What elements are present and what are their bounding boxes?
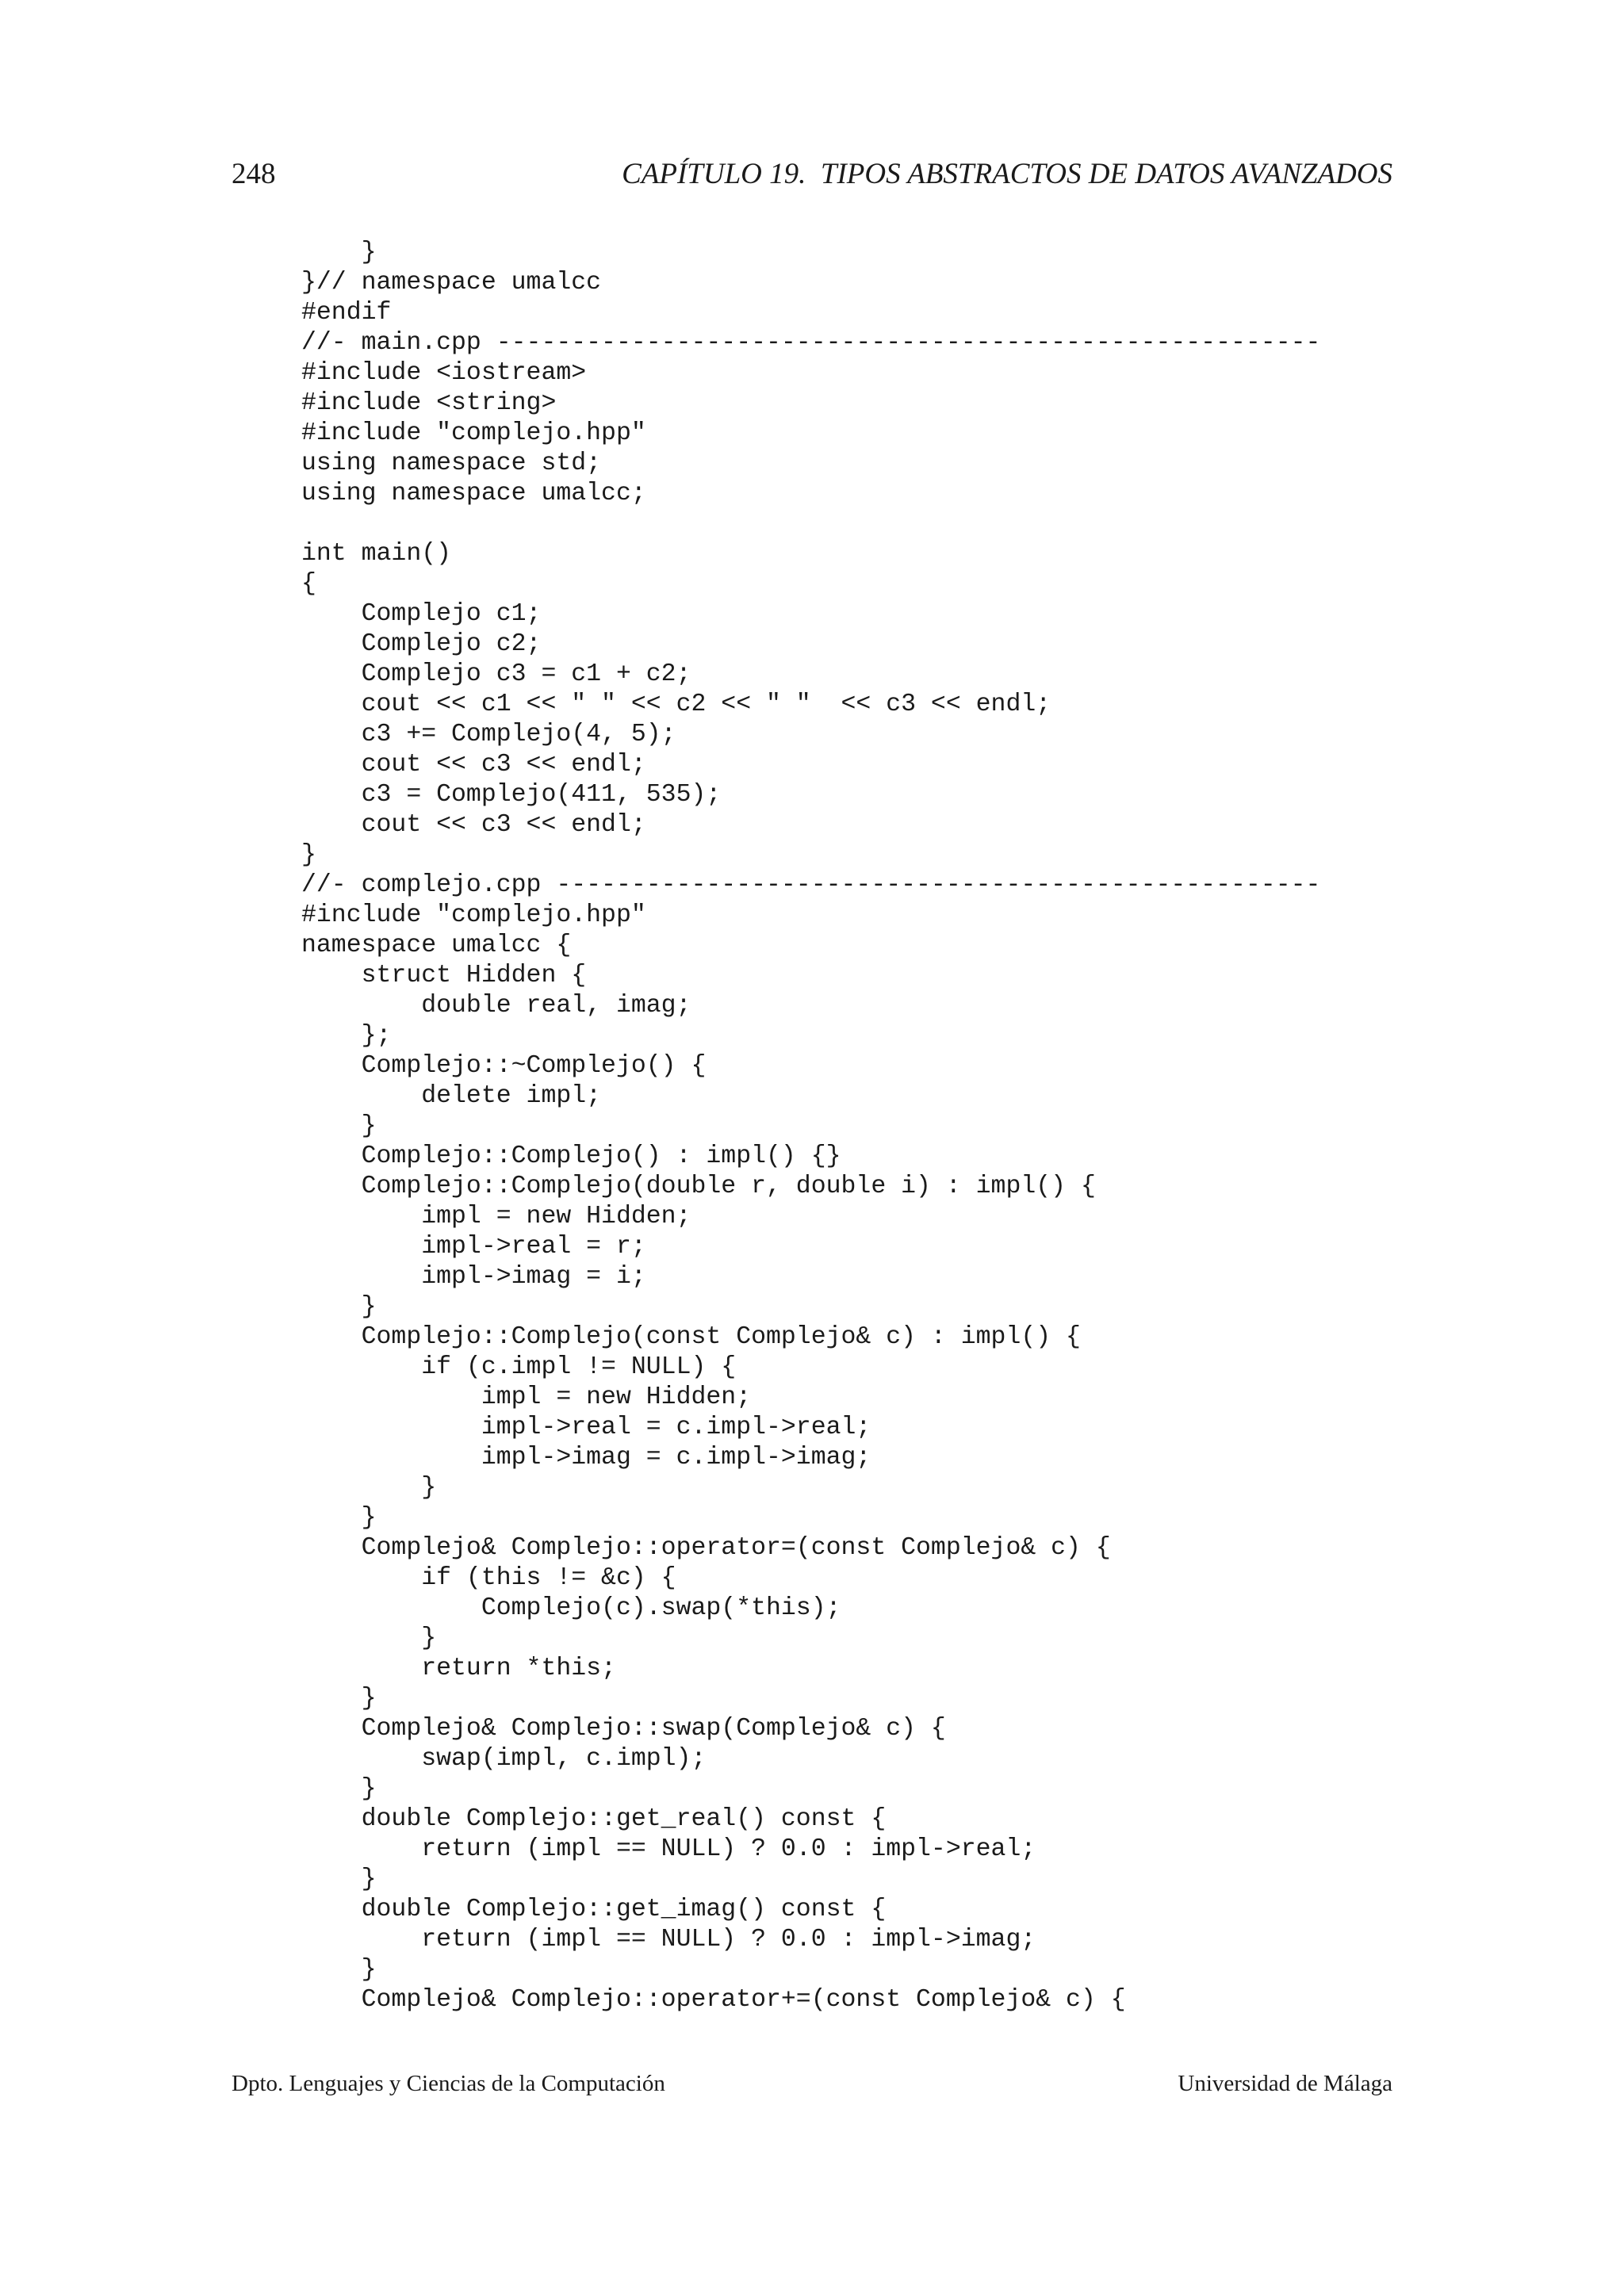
code-line: cout << c1 << " " << c2 << " " << c3 << endl; xyxy=(301,691,1051,718)
code-line: return (impl == NULL) ? 0.0 : impl->imag; xyxy=(301,1926,1036,1954)
code-line: cout << c3 << endl; xyxy=(301,811,646,839)
code-line: Complejo::~Complejo() { xyxy=(301,1052,707,1080)
code-line xyxy=(301,509,1320,539)
code-line: } xyxy=(301,1112,377,1140)
code-line: namespace umalcc { xyxy=(301,932,572,959)
code-line: impl->real = r; xyxy=(301,1233,646,1261)
code-line: using namespace umalcc; xyxy=(301,480,646,507)
code-line: impl->imag = i; xyxy=(301,1263,646,1291)
code-line: } xyxy=(301,1685,377,1712)
code-line: } xyxy=(301,1866,377,1893)
code-line: c3 = Complejo(411, 535); xyxy=(301,781,722,809)
code-line: //- main.cpp ------------------------------------------------------- xyxy=(301,329,1321,357)
code-line: Complejo::Complejo() : impl() {} xyxy=(301,1142,841,1170)
code-line: c3 += Complejo(4, 5); xyxy=(301,721,676,748)
code-line: Complejo::Complejo(const Complejo& c) : impl() { xyxy=(301,1323,1081,1351)
code-line: Complejo c1; xyxy=(301,600,542,628)
code-line: impl = new Hidden; xyxy=(301,1203,691,1230)
code-line: } xyxy=(301,1474,437,1502)
code-line: #endif xyxy=(301,299,392,327)
code-line: double Complejo::get_imag() const { xyxy=(301,1896,887,1923)
code-line: #include "complejo.hpp" xyxy=(301,901,646,929)
code-line: impl->imag = c.impl->imag; xyxy=(301,1444,871,1471)
code-line: int main() xyxy=(301,540,452,568)
code-line: //- complejo.cpp --------------------------------------------------- xyxy=(301,871,1321,899)
code-line: }; xyxy=(301,1022,392,1050)
code-line: Complejo& Complejo::operator+=(const Complejo& c) { xyxy=(301,1986,1126,2014)
code-line: } xyxy=(301,239,377,266)
code-line: if (c.impl != NULL) { xyxy=(301,1353,737,1381)
code-line: Complejo& Complejo::swap(Complejo& c) { xyxy=(301,1715,946,1743)
code-line: } xyxy=(301,1504,377,1532)
chapter-title: CAPÍTULO 19. TIPOS ABSTRACTOS DE DATOS AVANZADOS xyxy=(622,158,1392,190)
code-line: double real, imag; xyxy=(301,992,691,1020)
code-line: Complejo c3 = c1 + c2; xyxy=(301,660,691,688)
code-line: Complejo(c).swap(*this); xyxy=(301,1594,841,1622)
code-line: impl = new Hidden; xyxy=(301,1383,752,1411)
code-line: } xyxy=(301,1956,377,1984)
code-line: impl->real = c.impl->real; xyxy=(301,1414,871,1441)
code-line: return (impl == NULL) ? 0.0 : impl->real; xyxy=(301,1835,1036,1863)
code-line: using namespace std; xyxy=(301,450,602,477)
code-line: #include "complejo.hpp" xyxy=(301,419,646,447)
code-line: } xyxy=(301,1624,437,1652)
code-line: Complejo::Complejo(double r, double i) : impl() { xyxy=(301,1173,1096,1200)
page-number: 248 xyxy=(232,158,276,190)
code-listing xyxy=(301,238,1320,2015)
code-line: cout << c3 << endl; xyxy=(301,751,646,779)
code-line: }// namespace umalcc xyxy=(301,269,602,297)
code-line: } xyxy=(301,841,316,869)
code-line: if (this != &c) { xyxy=(301,1564,676,1592)
code-line: swap(impl, c.impl); xyxy=(301,1745,707,1773)
footer-university: Universidad de Málaga xyxy=(1178,2071,1392,2096)
code-line: } xyxy=(301,1775,377,1803)
footer-department: Dpto. Lenguajes y Ciencias de la Computación xyxy=(232,2071,665,2096)
code-line: double Complejo::get_real() const { xyxy=(301,1805,887,1833)
code-line: } xyxy=(301,1293,377,1321)
code-line: #include <string> xyxy=(301,389,557,417)
code-line: return *this; xyxy=(301,1655,616,1682)
code-line: #include <iostream> xyxy=(301,359,587,387)
code-line: Complejo& Complejo::operator=(const Complejo& c) { xyxy=(301,1534,1111,1562)
code-line: { xyxy=(301,570,316,598)
code-line: Complejo c2; xyxy=(301,630,542,658)
code-line: delete impl; xyxy=(301,1082,602,1110)
code-line: struct Hidden { xyxy=(301,962,587,989)
